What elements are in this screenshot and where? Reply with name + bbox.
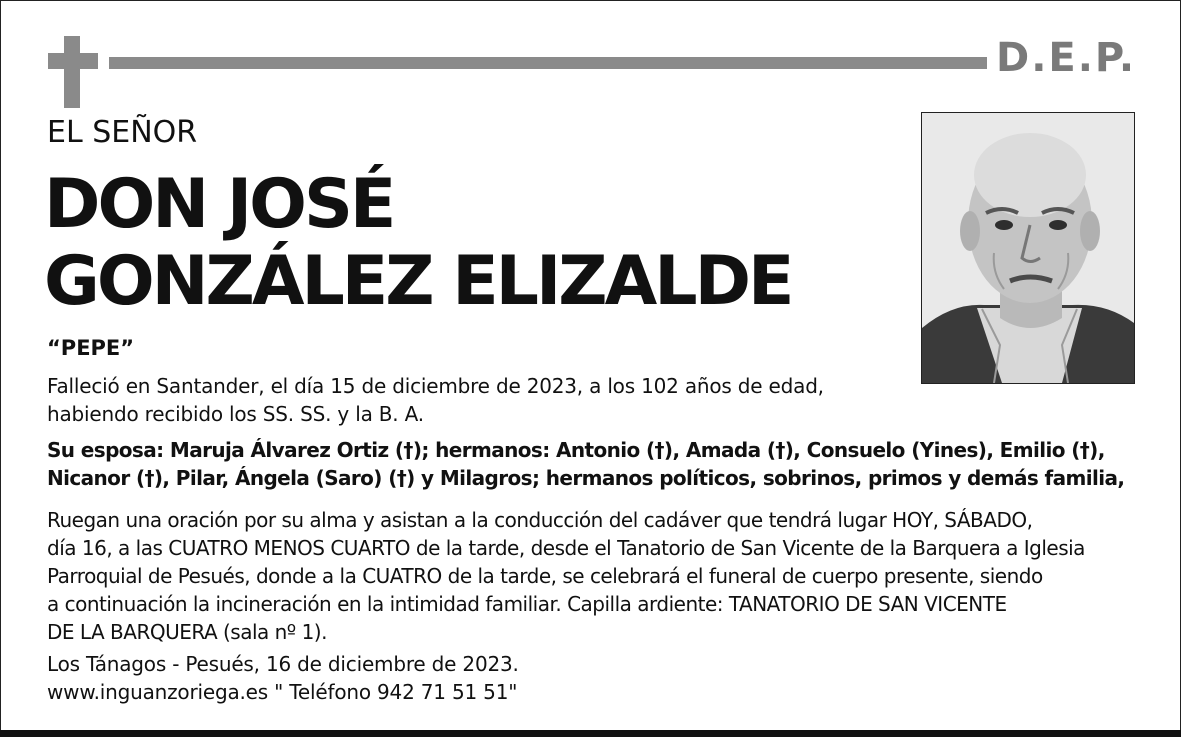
death-notice-line: Falleció en Santander, el día 15 de diciembre de 2023, a los 102 años de edad,	[47, 374, 824, 398]
bottom-border	[0, 730, 1181, 737]
contact-info: www.inguanzoriega.es " Teléfono 942 71 51 51"	[47, 680, 518, 704]
cross-icon	[64, 36, 80, 108]
footer	[47, 650, 519, 706]
honorific-title: EL SEÑOR	[47, 115, 198, 150]
ceremony-line: día 16, a las CUATRO MENOS CUARTO de la tarde, desde el Tanatorio de San Vicente de la Barquera a Iglesia	[47, 536, 1085, 560]
cross-icon-bar	[48, 53, 98, 69]
family-list	[47, 436, 1124, 492]
family-line: Nicanor (†), Pilar, Ángela (Saro) (†) y Milagros; hermanos políticos, sobrinos, primos y demás familia,	[47, 466, 1125, 490]
ceremony-line: Ruegan una oración por su alma y asistan a la conducción del cadáver que tendrá lugar HOY, SÁBADO,	[47, 508, 1033, 532]
ceremony-details	[47, 506, 1085, 646]
family-line: Su esposa: Maruja Álvarez Ortiz (†); hermanos: Antonio (†), Amada (†), Consuelo (Yines), Emilio (†),	[47, 438, 1105, 462]
death-notice-line: habiendo recibido los SS. SS. y la B. A.	[47, 402, 424, 426]
place-date: Los Tánagos - Pesués, 16 de diciembre de 2023.	[47, 652, 519, 676]
header-rule	[109, 57, 987, 69]
ceremony-line: Parroquial de Pesués, donde a la CUATRO de la tarde, se celebrará el funeral de cuerpo presente, siendo	[47, 564, 1043, 588]
dep-label: D.E.P.	[996, 35, 1137, 81]
deceased-nickname: “PEPE”	[47, 336, 135, 360]
deceased-name-line2: GONZÁLEZ ELIZALDE	[44, 242, 792, 321]
ceremony-line: a continuación la incineración en la intimidad familiar. Capilla ardiente: TANATORIO DE SAN VICENTE	[47, 592, 1007, 616]
ceremony-line: DE LA BARQUERA (sala nº 1).	[47, 620, 327, 644]
portrait-photo	[921, 112, 1135, 384]
death-notice	[47, 372, 824, 428]
deceased-name-line1: DON JOSÉ	[44, 165, 394, 244]
